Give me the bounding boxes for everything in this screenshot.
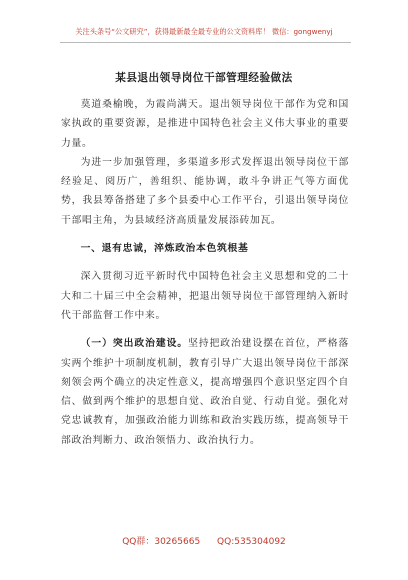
subsection-1-text: 坚持把政治建设摆在首位，严格落实两个维护十项制度机制，教育引导广大退出领导岗位干部深刻领会两个确立的决定性意义，提高增强四个意识坚定四个自信、做到两个维护的思想自觉、政治自觉、行动自觉。强化对党忠诚教育，加强政治能力训练和政治实践历练，提高领导干部政治判断力、政治领悟力、政治执行力。 (61, 338, 350, 446)
footer-qq: QQ:535304092 (217, 537, 286, 547)
intro-paragraph-2: 为进一步加强管理，多渠道多形式发挥退出领导岗位干部经验足、阅历广，善组织、能协调，敢斗争讲正气等方面优势，我县筹备搭建了多个县委中心工作平台，引退出领导岗位干部唱主角，为县域经济高质量发展添砖加瓦。 (61, 156, 349, 226)
footer-qq-group: QQ群：30265665 (122, 537, 201, 547)
section-1-heading: 一、退有忠诚，淬炼政治本色筑根基 (80, 243, 249, 255)
spacer (61, 230, 349, 239)
intro-paragraph-1: 莫道桑榆晚，为霞尚满天。退出领导岗位干部作为党和国家执政的重要资源，是推进中国特色社会主义伟大事业的重要力量。 (61, 99, 349, 149)
subsection-1-paragraph (61, 334, 349, 450)
spacer (61, 325, 349, 334)
header-divider (60, 42, 351, 43)
header-banner: 关注头条号“公文研究”，获得最新最全最专业的公文资料库！ 微信：gongwenyj (75, 27, 333, 36)
section-1-paragraph: 深入贯彻习近平新时代中国特色社会主义思想和党的二十大和二十届三中全会精神，把退出领导岗位干部管理纳入新时代干部监督工作中来。 (61, 271, 349, 321)
footer-contact (0, 534, 408, 547)
spacer (61, 258, 349, 267)
subsection-1-heading: （一）突出政治建设。 (80, 338, 189, 350)
document-title: 某县退出领导岗位干部管理经验做法 (115, 72, 293, 84)
document-body (61, 95, 349, 450)
